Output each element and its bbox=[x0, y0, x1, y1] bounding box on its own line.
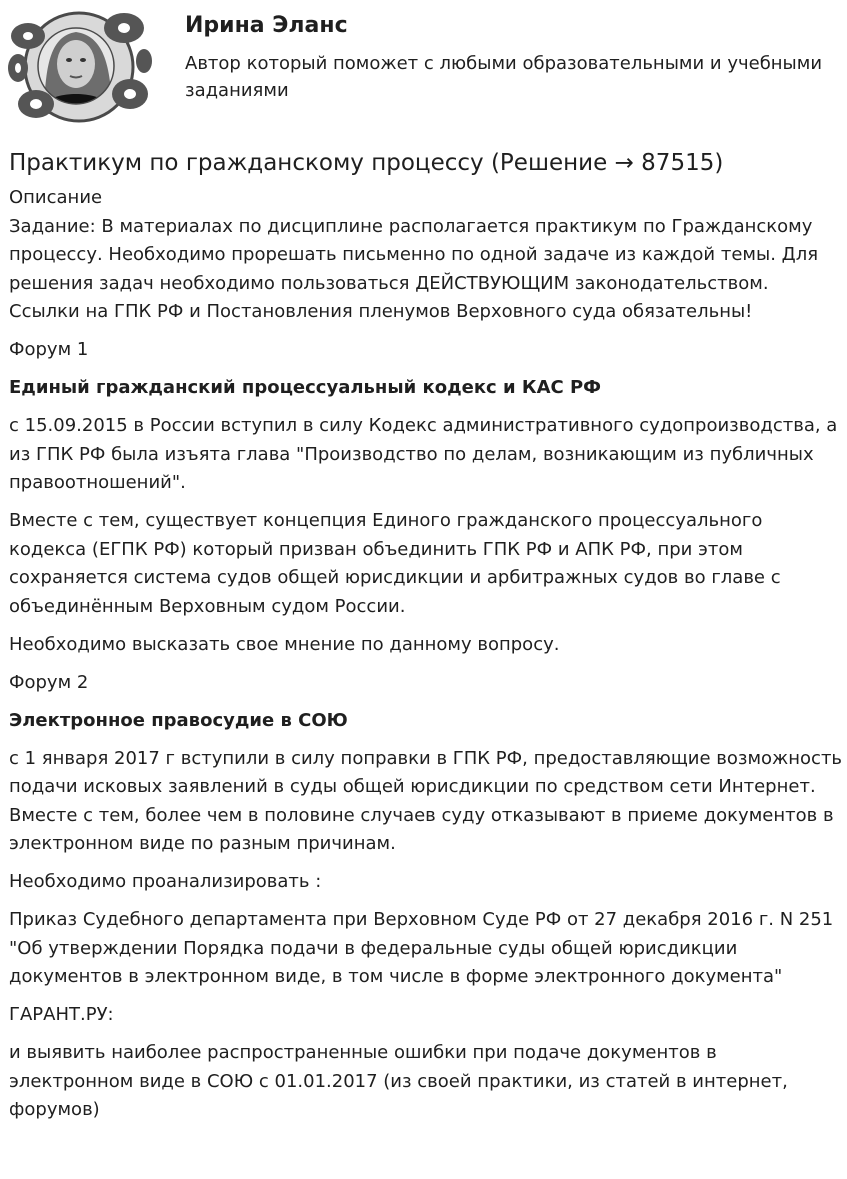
forum2-heading: Электронное правосудие в СОЮ bbox=[9, 709, 348, 731]
document-body bbox=[9, 146, 844, 1134]
document-title: Практикум по гражданскому процессу (Решение → 87515) bbox=[9, 150, 724, 176]
forum2-paragraph-1: с 1 января 2017 г вступили в силу поправки в ГПК РФ, предоставляющие возможность подачи исковых заявлений в суды общей юрисдикции по средством сети Интернет. Вместе с тем, более чем в половине случаев суду отказывают в приеме документов в электронном виде по разным причинам. bbox=[9, 747, 843, 854]
forum2-label: Форум 2 bbox=[9, 671, 89, 693]
forum1-paragraph-1: с 15.09.2015 в России вступил в силу Кодекс административного судопроизводства, а из ГПК РФ была изъята глава "Производство по делам, возникающим из публичных правоотношений". bbox=[9, 415, 838, 493]
forum1-heading: Единый гражданский процессуальный кодекс и КАС РФ bbox=[9, 377, 602, 398]
forum2-paragraph-4: ГАРАНТ.РУ: bbox=[9, 1004, 114, 1025]
author-description: Автор который поможет с любыми образовательными и учебными заданиями bbox=[185, 53, 823, 101]
forum2-paragraph-3: Приказ Судебного департамента при Верховном Суде РФ от 27 декабря 2016 г. N 251 "Об утверждении Порядка подачи в федеральные суды общей юрисдикции документов в электронном виде, в том числе в форме электронного документа" bbox=[9, 909, 834, 987]
author-header bbox=[0, 0, 847, 135]
task-paragraph: Задание: В материалах по дисциплине располагается практикум по Гражданскому процессу. Необходимо прорешать письменно по одной задаче из каждой темы. Для решения задач необходимо пользоваться ДЕЙСТВУЮЩИМ законодательством. Ссылки на ГПК РФ и Постановления пленумов Верховного суда обязательны! bbox=[9, 215, 819, 322]
forum1-paragraph-2: Вместе с тем, существует концепция Единого гражданского процессуального кодекса (ЕГПК РФ) который призван объединить ГПК РФ и АПК РФ, при этом сохраняется система судов общей юрисдикции и арбитражных судов во главе с объединённым Верховным судом России. bbox=[9, 510, 781, 617]
description-label: Описание bbox=[9, 187, 103, 208]
forum1-paragraph-3: Необходимо высказать свое мнение по данному вопросу. bbox=[9, 633, 560, 655]
forum1-label: Форум 1 bbox=[9, 339, 89, 360]
author-name: Ирина Эланс bbox=[185, 13, 348, 38]
author-avatar bbox=[6, 6, 152, 128]
forum2-paragraph-2: Необходимо проанализировать : bbox=[9, 871, 322, 892]
forum2-paragraph-5: и выявить наиболее распространенные ошибки при подаче документов в электронном виде в СОЮ с 01.01.2017 (из своей практики, из статей в интернет, форумов) bbox=[9, 1042, 788, 1120]
